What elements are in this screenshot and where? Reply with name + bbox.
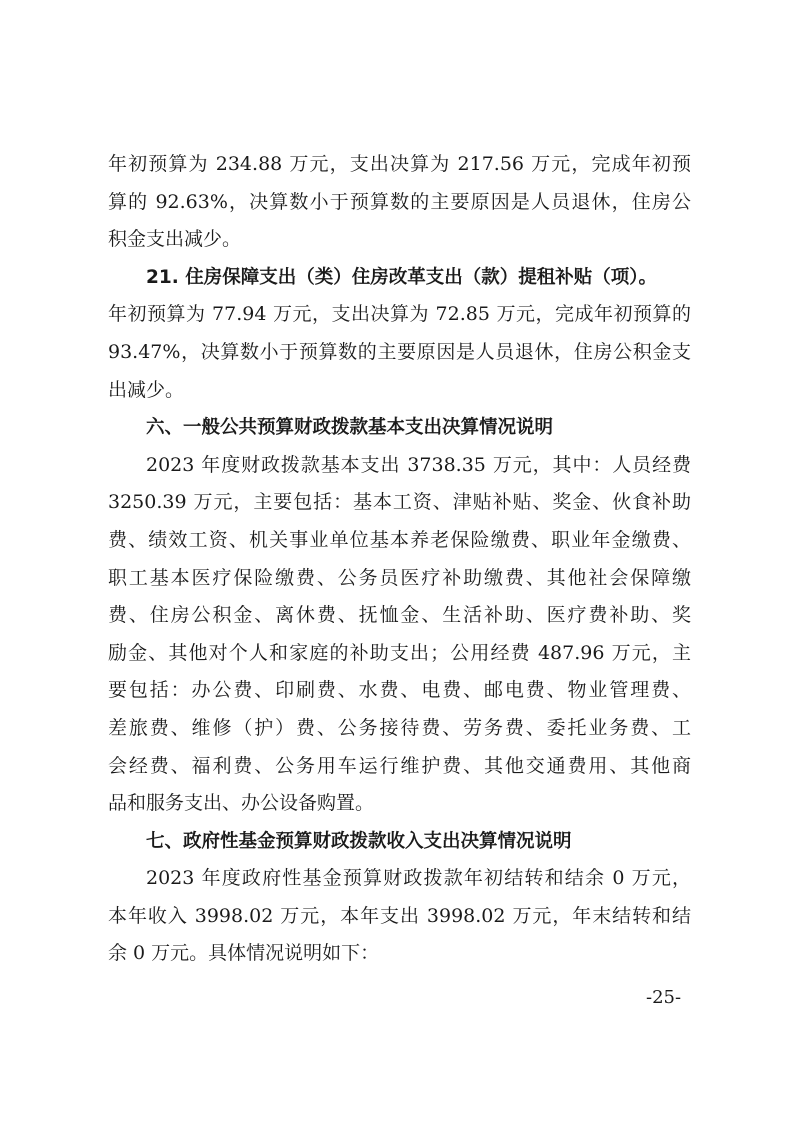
body-text-line: 费、住房公积金、离休费、抚恤金、生活补助、医疗费补助、奖 (108, 604, 691, 627)
body-text-line: 费、绩效工资、机关事业单位基本养老保险缴费、职业年金缴费、 (108, 528, 691, 551)
body-text-line: 2023 年度财政拨款基本支出 3738.35 万元，其中：人员经费 (146, 453, 691, 476)
body-text-line: 职工基本医疗保险缴费、公务员医疗补助缴费、其他社会保障缴 (108, 566, 691, 589)
body-text-line: 本年收入 3998.02 万元，本年支出 3998.02 万元，年末结转和结 (108, 904, 691, 927)
section-heading: 六、一般公共预算财政拨款基本支出决算情况说明 (146, 417, 554, 439)
body-text-line: 品和服务支出、办公设备购置。 (108, 792, 375, 815)
body-text-line: 会经费、福利费、公务用车运行维护费、其他交通费用、其他商 (108, 754, 691, 777)
body-text-line: 余 0 万元。具体情况说明如下： (108, 942, 380, 965)
body-text-line: 励金、其他对个人和家庭的补助支出；公用经费 487.96 万元，主 (108, 641, 691, 664)
page-number: -25- (646, 987, 682, 1008)
body-text-line: 差旅费、维修（护）费、公务接待费、劳务费、委托业务费、工 (108, 716, 691, 739)
body-text-line: 2023 年度政府性基金预算财政拨款年初结转和结余 0 万元， (146, 867, 691, 890)
section-heading: 七、政府性基金预算财政拨款收入支出决算情况说明 (146, 830, 572, 852)
body-text-line: 出减少。 (108, 378, 185, 401)
body-text-line: 3250.39 万元，主要包括：基本工资、津贴补贴、奖金、伙食补助 (108, 491, 691, 514)
body-text-line: 算的 92.63%，决算数小于预算数的主要原因是人员退休，住房公 (108, 190, 691, 213)
body-text-line: 积金支出减少。 (108, 228, 242, 251)
body-text-line: 93.47%，决算数小于预算数的主要原因是人员退休，住房公积金支 (108, 340, 691, 363)
item-heading: 21. 住房保障支出（类）住房改革支出（款）提租补贴（项）。 (146, 266, 657, 288)
document-body (108, 146, 691, 973)
body-text-line: 要包括：办公费、印刷费、水费、电费、邮电费、物业管理费、 (108, 679, 691, 702)
body-text-line: 年初预算为 77.94 万元，支出决算为 72.85 万元，完成年初预算的 (108, 303, 691, 326)
body-text-line: 年初预算为 234.88 万元，支出决算为 217.56 万元，完成年初预 (108, 153, 691, 175)
